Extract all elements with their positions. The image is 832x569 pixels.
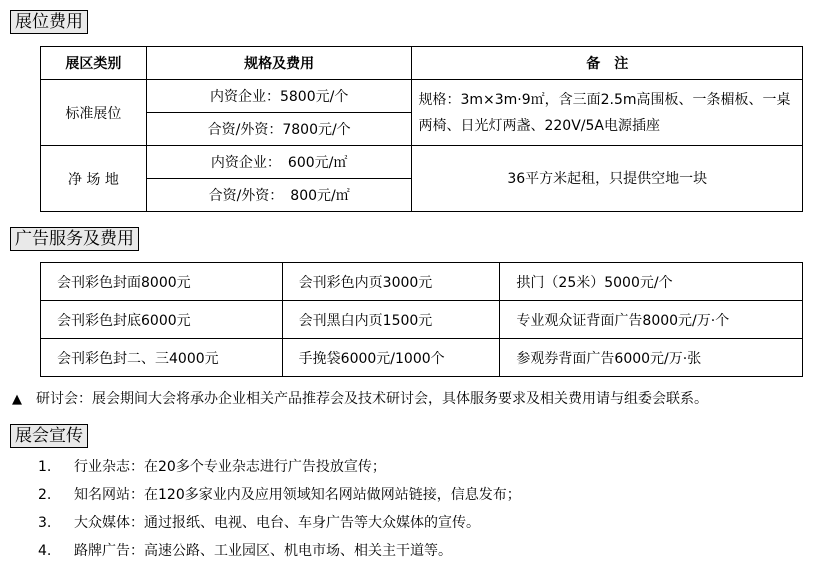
seminar-note <box>12 388 708 408</box>
list-number: 2. <box>38 487 52 503</box>
raw-space-category: 净 场 地 <box>41 146 147 212</box>
booth-fee-table <box>40 46 803 212</box>
list-number: 3. <box>38 515 52 531</box>
raw-foreign-price: 合资/外资： 800元/㎡ <box>146 179 412 212</box>
promo-list <box>0 453 521 565</box>
list-item <box>0 453 521 481</box>
ad-service-title: 广告服务及费用 <box>10 227 139 251</box>
ad-item: 拱门（25米）5000元/个 <box>500 263 803 301</box>
list-number: 4. <box>38 543 52 559</box>
ad-item: 会刊黑白内页1500元 <box>282 301 500 339</box>
table-header-row <box>41 47 803 80</box>
seminar-text: 研讨会：展会期间大会将承办企业相关产品推荐会及技术研讨会，具体服务要求及相关费用请与组委会联系。 <box>36 391 708 407</box>
raw-domestic-price: 内资企业： 600元/㎡ <box>146 146 412 179</box>
ad-item: 会刊彩色封二、三4000元 <box>41 339 283 377</box>
table-row <box>41 301 803 339</box>
standard-booth-category: 标准展位 <box>41 80 147 146</box>
standard-domestic-price: 内资企业：5800元/个 <box>146 80 412 113</box>
list-item <box>0 537 521 565</box>
ad-item: 会刊彩色内页3000元 <box>282 263 500 301</box>
ad-item: 会刊彩色封面8000元 <box>41 263 283 301</box>
header-category: 展区类别 <box>41 47 147 80</box>
header-spec-fee: 规格及费用 <box>146 47 412 80</box>
table-row <box>41 263 803 301</box>
list-item <box>0 481 521 509</box>
triangle-bullet-icon: ▲ <box>12 392 22 407</box>
standard-foreign-price: 合资/外资：7800元/个 <box>146 113 412 146</box>
table-row <box>41 339 803 377</box>
list-text: 大众媒体：通过报纸、电视、电台、车身广告等大众媒体的宣传。 <box>74 515 480 531</box>
ad-item: 手挽袋6000元/1000个 <box>282 339 500 377</box>
ad-item: 会刊彩色封底6000元 <box>41 301 283 339</box>
table-row <box>41 146 803 179</box>
list-text: 路牌广告：高速公路、工业园区、机电市场、相关主干道等。 <box>74 543 452 559</box>
ad-item: 专业观众证背面广告8000元/万·个 <box>500 301 803 339</box>
ad-service-table <box>40 262 803 377</box>
promo-title: 展会宣传 <box>10 424 88 448</box>
booth-fee-title: 展位费用 <box>10 10 88 34</box>
list-item <box>0 509 521 537</box>
list-text: 行业杂志：在20多个专业杂志进行广告投放宣传； <box>74 459 386 475</box>
header-note: 备 注 <box>412 47 803 80</box>
table-row <box>41 80 803 113</box>
standard-booth-note: 规格：3m×3m·9㎡，含三面2.5m高围板、一条楣板、一桌两椅、日光灯两盏、220V/5A电源插座 <box>412 80 803 146</box>
ad-item: 参观券背面广告6000元/万·张 <box>500 339 803 377</box>
raw-space-note: 36平方米起租，只提供空地一块 <box>412 146 803 212</box>
list-number: 1. <box>38 459 52 475</box>
list-text: 知名网站：在120多家业内及应用领域知名网站做网站链接，信息发布； <box>74 487 521 503</box>
